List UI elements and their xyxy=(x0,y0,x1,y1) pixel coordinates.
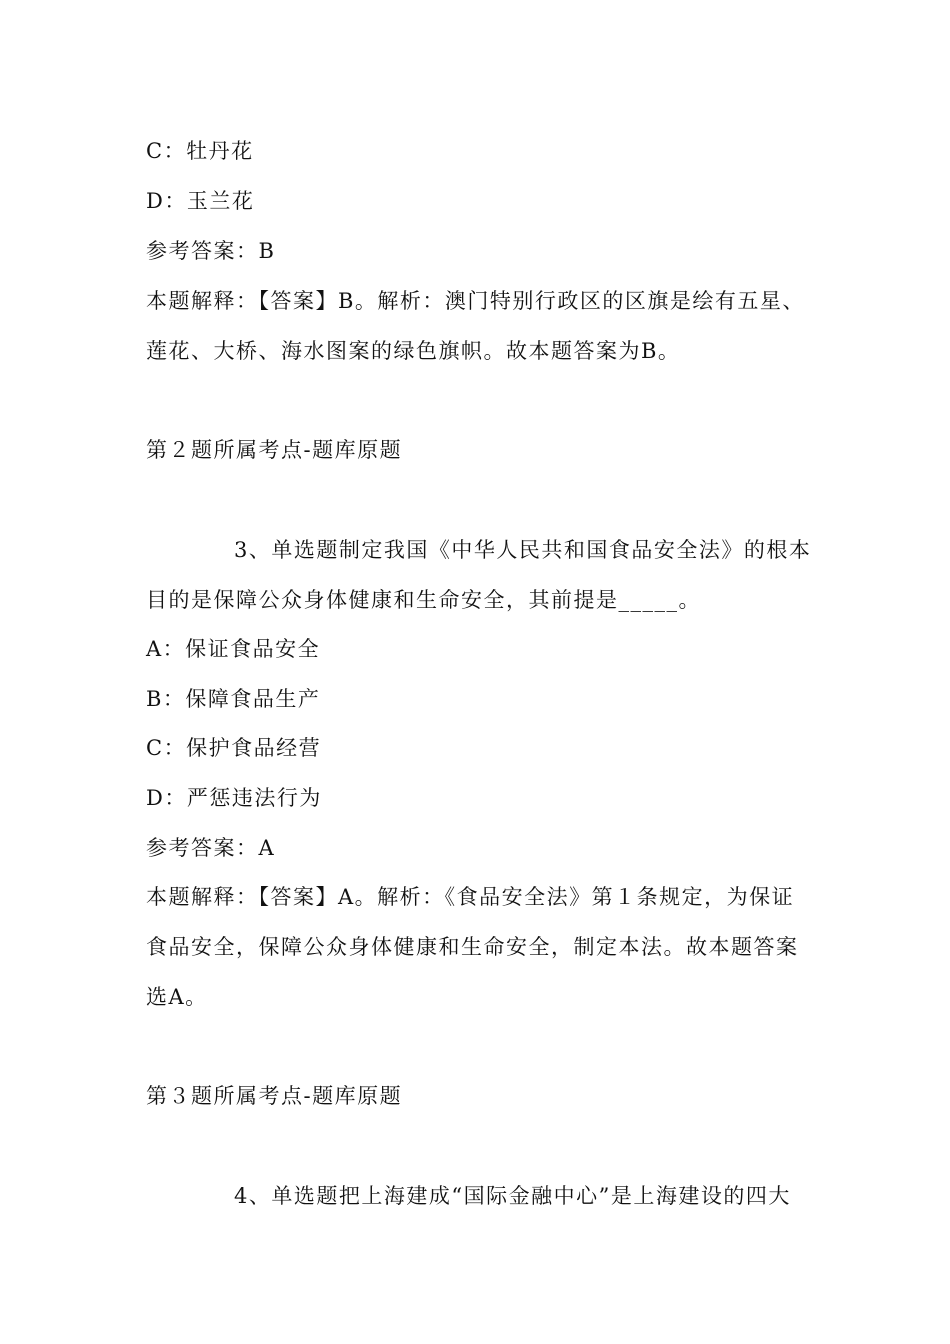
q3-explanation-line-1: 本题解释：【答案】A。解析：《食品安全法》第１条规定，为保证 xyxy=(146,885,795,909)
q3-explanation-line-3: 选A。 xyxy=(146,985,208,1009)
q3-stem-line-2: 目的是保障公众身体健康和生命安全，其前提是_____。 xyxy=(146,588,701,612)
q3-explanation-line-2: 食品安全，保障公众身体健康和生命安全，制定本法。故本题答案 xyxy=(146,935,799,959)
q3-option-d: D：严惩违法行为 xyxy=(146,786,322,810)
q2-explanation-line-2: 莲花、大桥、海水图案的绿色旗帜。故本题答案为B。 xyxy=(146,339,681,363)
q3-answer: 参考答案：A xyxy=(146,836,276,860)
q4-stem-line-1: 4、单选题把上海建成“国际金融中心”是上海建设的四大 xyxy=(234,1184,791,1208)
q2-option-c: C：牡丹花 xyxy=(146,139,254,163)
q3-stem-line-1: 3、单选题制定我国《中华人民共和国食品安全法》的根本 xyxy=(234,538,812,562)
q3-option-c: C：保护食品经营 xyxy=(146,736,322,760)
q2-topic: 第２题所属考点-题库原题 xyxy=(146,438,403,462)
q3-topic: 第３题所属考点-题库原题 xyxy=(146,1084,403,1108)
q3-option-b: B：保障食品生产 xyxy=(146,687,321,711)
q2-option-d: D：玉兰花 xyxy=(146,189,255,213)
q3-option-a: A：保证食品安全 xyxy=(146,637,321,661)
q2-answer: 参考答案：B xyxy=(146,239,276,263)
q2-explanation-line-1: 本题解释：【答案】B。解析：澳门特别行政区的区旗是绘有五星、 xyxy=(146,289,805,313)
